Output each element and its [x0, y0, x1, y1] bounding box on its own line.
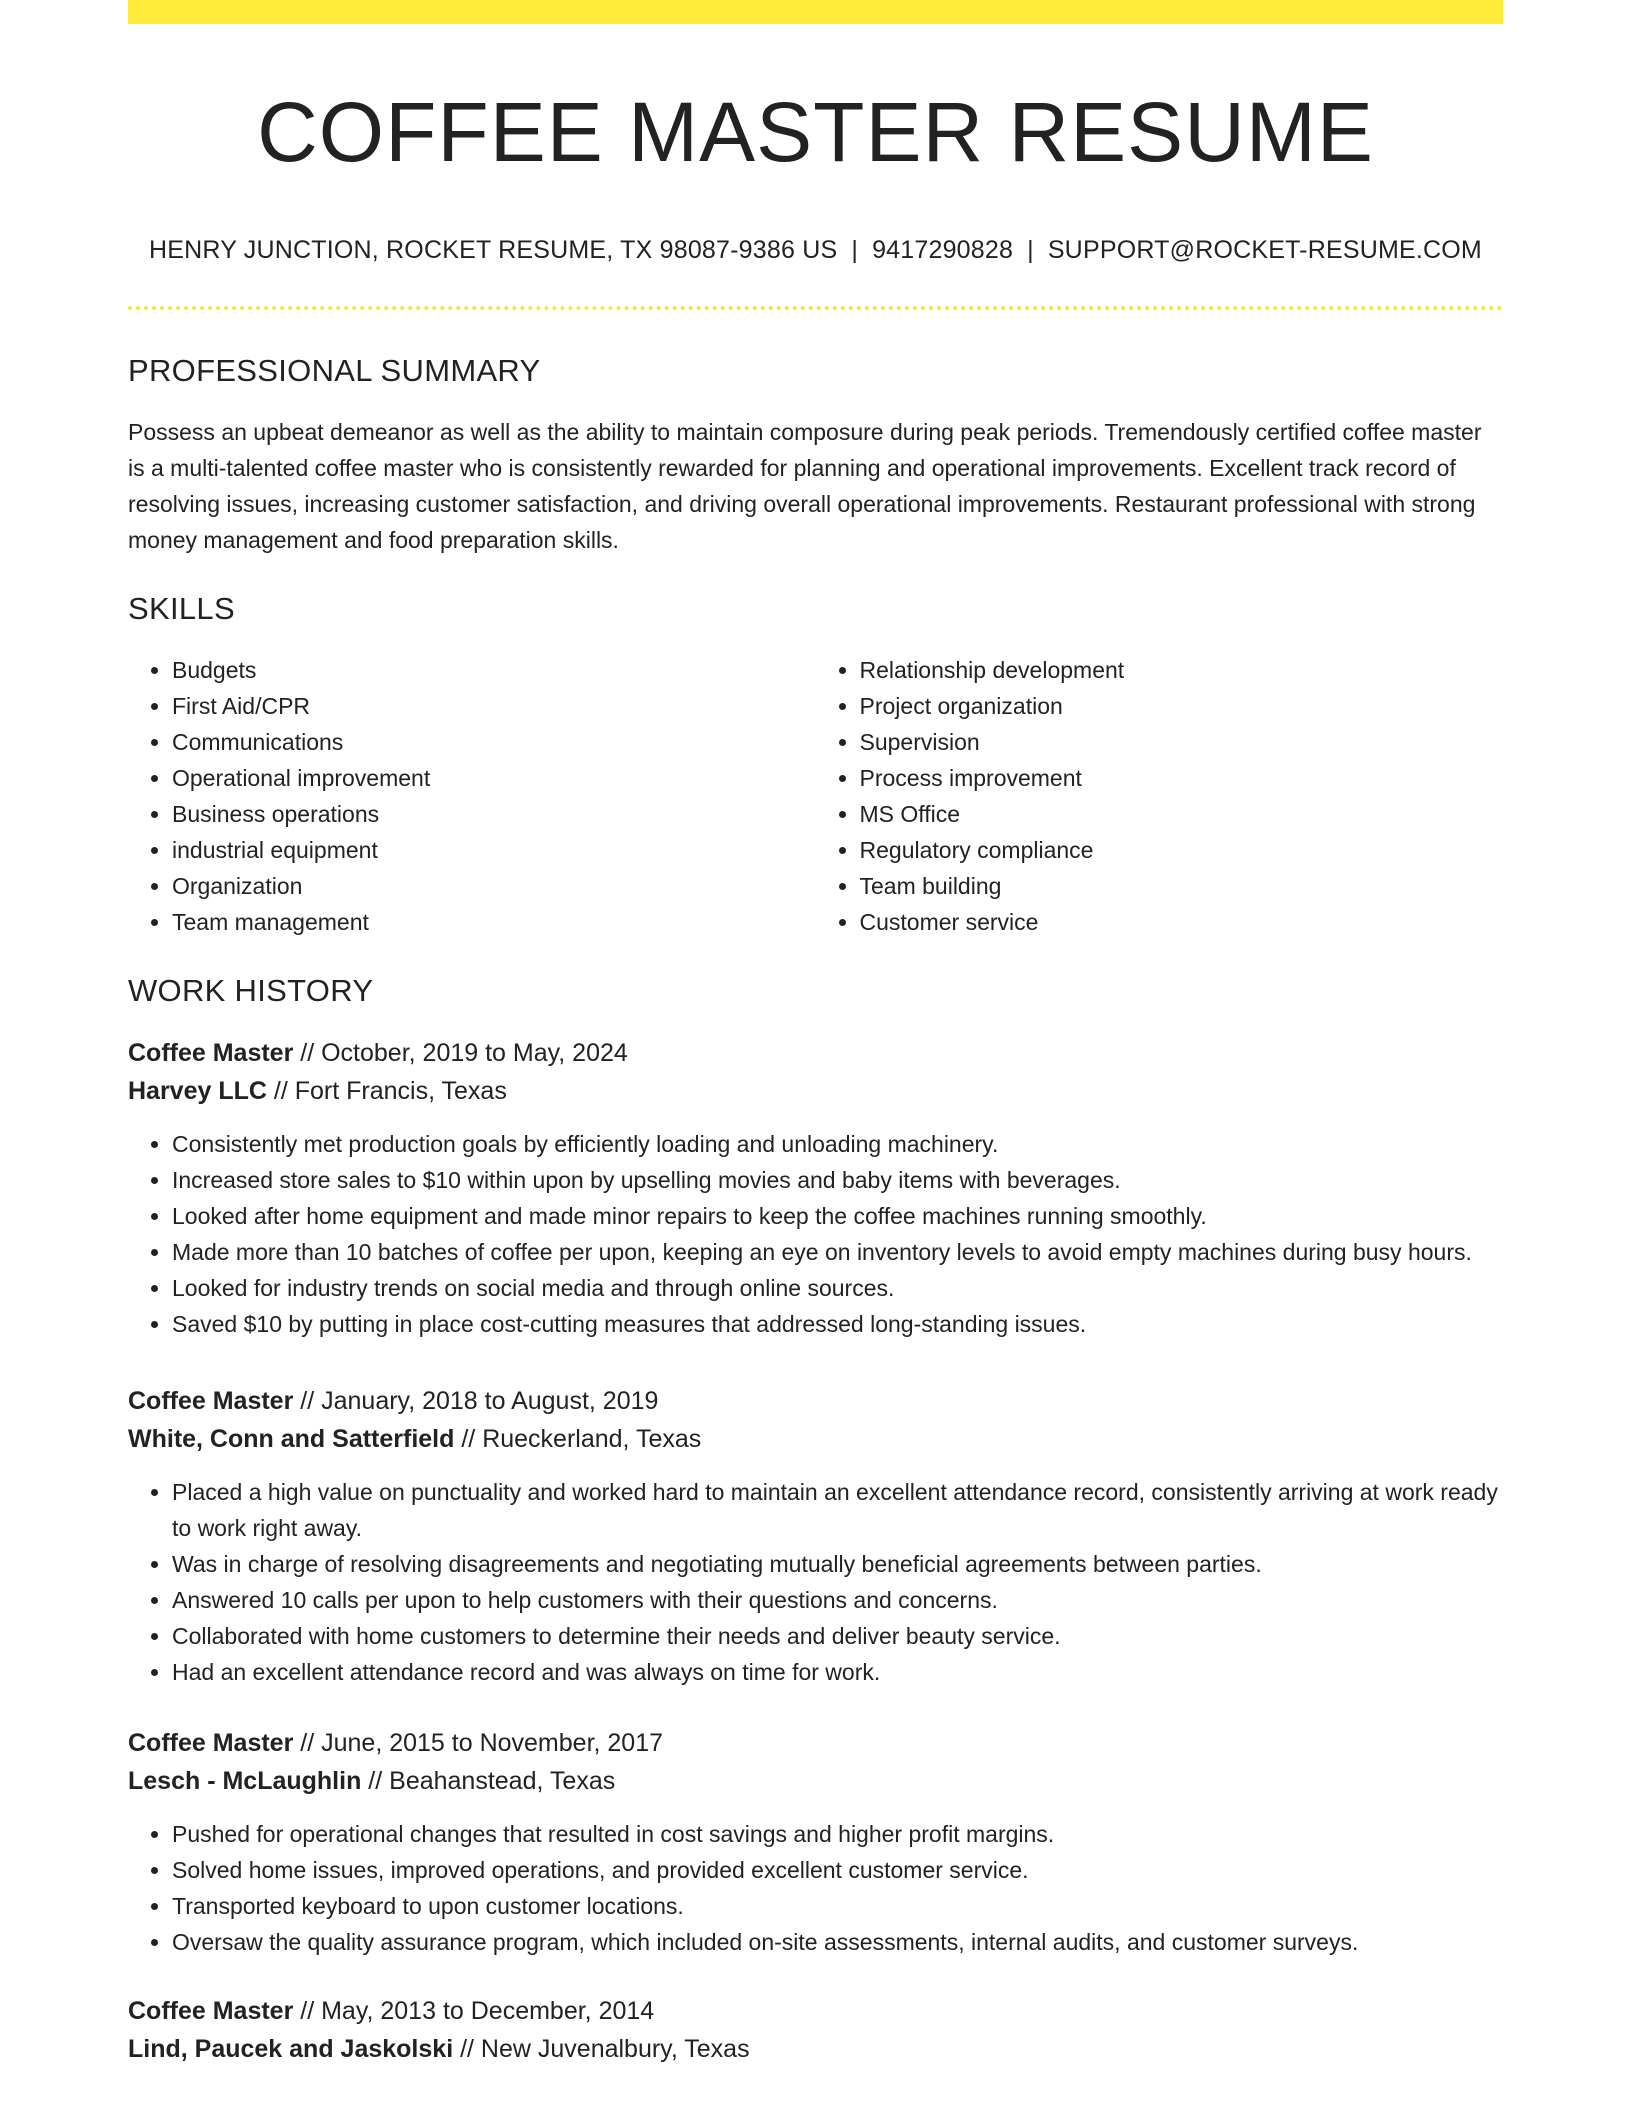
contact-separator: | — [851, 236, 859, 265]
resume-page — [128, 0, 1503, 2068]
job-role: Coffee Master — [128, 1387, 294, 1416]
job-entry — [128, 1382, 1503, 1690]
job-bullets — [128, 1816, 1503, 1960]
summary-text: Possess an upbeat demeanor as well as the ability to maintain composure during peak periods. Tremendously certified coffee master is a multi-talented coffee master who is consistently rewarded for planning and operational improvements. Excellent track record of resolving issues, increasing customer satisfaction, and driving overall operational improvements. Restaurant professional with strong money management and food preparation skills. — [128, 419, 1482, 554]
job-role-line — [128, 1382, 1503, 1420]
contact-separator: | — [1027, 236, 1034, 265]
skill-item: • Organization — [172, 868, 816, 904]
job-bullet: • Transported keyboard to upon customer locations. — [172, 1888, 1503, 1924]
skill-item: • Process improvement — [860, 760, 1504, 796]
job-company-line — [128, 2030, 1503, 2068]
skills-column-right — [816, 652, 1504, 940]
job-dates: // January, 2018 to August, 2019 — [293, 1387, 659, 1416]
job-role: Coffee Master — [128, 1997, 294, 2026]
job-company-line — [128, 1420, 1503, 1458]
job-entry — [128, 1992, 1503, 2068]
job-dates: // June, 2015 to November, 2017 — [293, 1729, 664, 1758]
skill-item: • Project organization — [860, 688, 1504, 724]
job-role: Coffee Master — [128, 1729, 294, 1758]
job-company: Harvey LLC — [128, 1077, 267, 1106]
contact-line — [128, 234, 1503, 267]
job-bullet: • Saved $10 by putting in place cost-cutting measures that addressed long-standing issues. — [172, 1306, 1503, 1342]
job-location: // New Juvenalbury, Texas — [453, 2035, 750, 2064]
contact-phone: 9417290828 — [872, 236, 1014, 265]
job-location: // Rueckerland, Texas — [454, 1425, 702, 1454]
skill-item: • Operational improvement — [172, 760, 816, 796]
job-bullets — [128, 1126, 1503, 1342]
skill-item: • Budgets — [172, 652, 816, 688]
skill-item: • MS Office — [860, 796, 1504, 832]
contact-address: HENRY JUNCTION, ROCKET RESUME, TX 98087-9386 US — [149, 236, 838, 265]
skills-column-left — [128, 652, 816, 940]
job-bullet: • Pushed for operational changes that resulted in cost savings and higher profit margins. — [172, 1816, 1503, 1852]
contact-email: SUPPORT@ROCKET-RESUME.COM — [1047, 236, 1482, 265]
job-bullet: • Answered 10 calls per upon to help customers with their questions and concerns. — [172, 1582, 1503, 1618]
job-dates: // May, 2013 to December, 2014 — [293, 1997, 655, 2026]
job-company: White, Conn and Satterfield — [128, 1425, 455, 1454]
job-bullet: • Made more than 10 batches of coffee per upon, keeping an eye on inventory levels to avoid empty machines during busy hours. — [172, 1234, 1503, 1270]
job-bullet: • Collaborated with home customers to determine their needs and deliver beauty service. — [172, 1618, 1503, 1654]
job-role-line — [128, 1034, 1503, 1072]
job-location: // Beahanstead, Texas — [361, 1767, 616, 1796]
job-location: // Fort Francis, Texas — [266, 1077, 507, 1106]
skills-heading: SKILLS — [128, 591, 235, 627]
skill-item: • Communications — [172, 724, 816, 760]
job-company-line — [128, 1072, 1503, 1110]
skill-item: • First Aid/CPR — [172, 688, 816, 724]
job-bullet: • Was in charge of resolving disagreements and negotiating mutually beneficial agreements between parties. — [172, 1546, 1503, 1582]
job-bullet: • Looked for industry trends on social media and through online sources. — [172, 1270, 1503, 1306]
skills-grid — [128, 652, 1503, 940]
job-role: Coffee Master — [128, 1039, 294, 1068]
job-bullet: • Consistently met production goals by efficiently loading and unloading machinery. — [172, 1126, 1503, 1162]
job-bullet: • Oversaw the quality assurance program, which included on-site assessments, internal audits, and customer surveys. — [172, 1924, 1503, 1960]
skill-item: • Business operations — [172, 796, 816, 832]
job-bullets — [128, 1474, 1503, 1690]
top-accent-bar — [128, 0, 1503, 24]
skill-item: • Supervision — [860, 724, 1504, 760]
skill-item: • Team building — [860, 868, 1504, 904]
job-company: Lind, Paucek and Jaskolski — [128, 2035, 454, 2064]
job-bullet: • Looked after home equipment and made minor repairs to keep the coffee machines running smoothly. — [172, 1198, 1503, 1234]
job-bullet: • Had an excellent attendance record and was always on time for work. — [172, 1654, 1503, 1690]
job-dates: // October, 2019 to May, 2024 — [293, 1039, 628, 1068]
skill-item: • Regulatory compliance — [860, 832, 1504, 868]
job-entry — [128, 1724, 1503, 1960]
work-history-list — [128, 1034, 1503, 2068]
work-history-heading: WORK HISTORY — [128, 973, 374, 1009]
skill-item: • Team management — [172, 904, 816, 940]
job-role-line — [128, 1992, 1503, 2030]
job-company: Lesch - McLaughlin — [128, 1767, 362, 1796]
job-role-line — [128, 1724, 1503, 1762]
skill-item: • Customer service — [860, 904, 1504, 940]
job-bullet: • Solved home issues, improved operations, and provided excellent customer service. — [172, 1852, 1503, 1888]
summary-heading: PROFESSIONAL SUMMARY — [128, 352, 541, 388]
job-company-line — [128, 1762, 1503, 1800]
job-bullet: • Placed a high value on punctuality and worked hard to maintain an excellent attendance record, consistently arriving at work ready to work right away. — [172, 1474, 1503, 1546]
skill-item: • industrial equipment — [172, 832, 816, 868]
resume-title: COFFEE MASTER RESUME — [257, 85, 1374, 179]
job-bullet: • Increased store sales to $10 within upon by upselling movies and baby items with beverages. — [172, 1162, 1503, 1198]
skill-item: • Relationship development — [860, 652, 1504, 688]
job-entry — [128, 1034, 1503, 1342]
dotted-divider — [128, 306, 1503, 310]
